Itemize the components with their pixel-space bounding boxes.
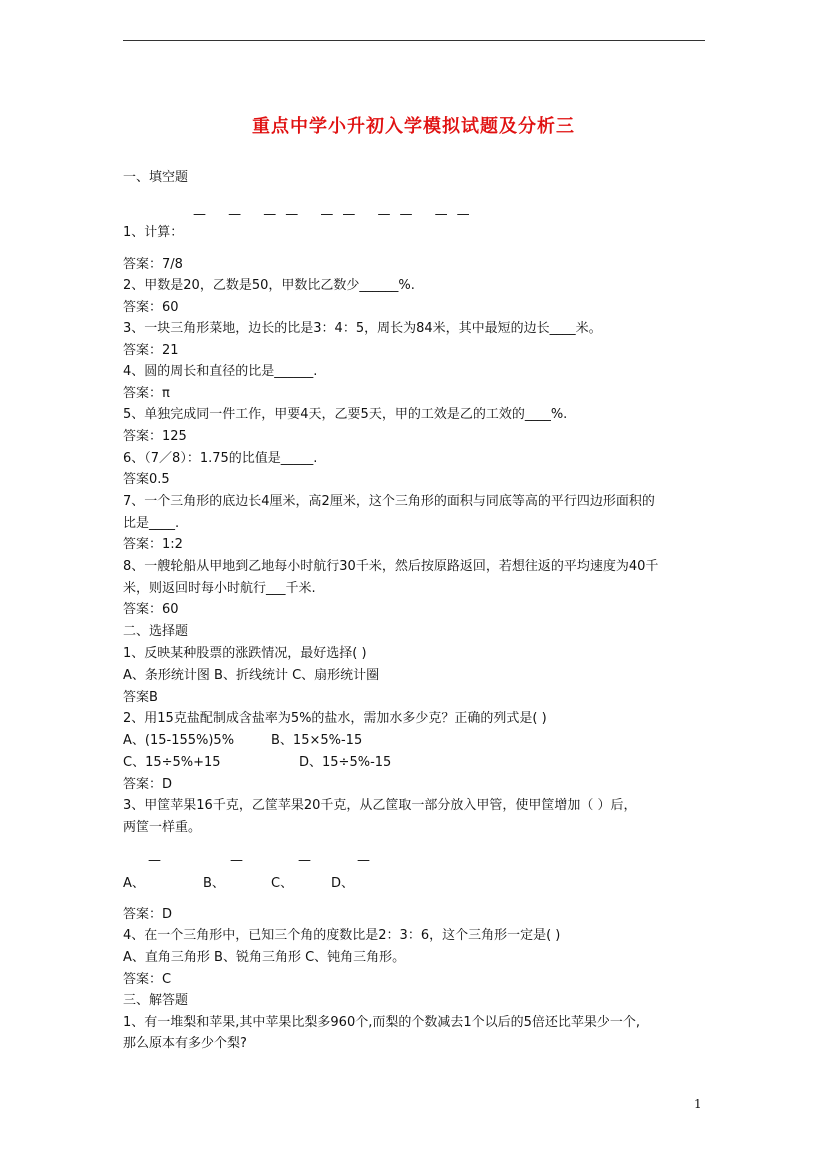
fill-q6: 6、（7／8）：1.75的比值是_____. xyxy=(123,451,318,466)
choice-q2-option-b: B、15×5%-15 xyxy=(271,733,363,748)
header-rule xyxy=(123,40,705,41)
choice-q4: 4、在一个三角形中，已知三个角的度数比是2：3：6，这个三角形一定是( ) xyxy=(123,928,561,943)
choice-a2: 答案：D xyxy=(123,777,173,792)
choice-q2: 2、用15克盐配制成含盐率为5%的盐水，需加水多少克？正确的列式是( ) xyxy=(123,711,547,726)
choice-q3-option-d: D、 xyxy=(331,876,355,891)
section-heading-fill: 一、填空题 xyxy=(123,170,189,185)
fill-a8: 答案：60 xyxy=(123,602,179,617)
fill-q5: 5、单独完成同一件工作，甲要4天，乙要5天，甲的工效是乙的工效的____%. xyxy=(123,407,568,422)
choice-q3-line2: 两筐一样重。 xyxy=(123,820,202,835)
section-heading-solve: 三、解答题 xyxy=(123,993,189,1008)
fill-a5: 答案：125 xyxy=(123,429,187,444)
fraction-bars: — — —— —— —— —— xyxy=(193,207,479,222)
fill-q8-line2: 米，则返回时每小时航行___千米. xyxy=(123,581,316,596)
fill-a3: 答案：21 xyxy=(123,343,179,358)
solve-q1-line2: 那么原本有多少个梨? xyxy=(123,1036,247,1051)
fill-q8-line1: 8、一艘轮船从甲地到乙地每小时航行30千米，然后按原路返回，若想往返的平均速度为40千 xyxy=(123,559,659,574)
fill-q4: 4、圆的周长和直径的比是______. xyxy=(123,364,318,379)
option-d-fraction-bar: — xyxy=(357,853,370,868)
choice-q3-option-b: B、 xyxy=(203,876,225,891)
option-c-fraction-bar: — xyxy=(298,853,311,868)
choice-q4-options: A、直角三角形 B、锐角三角形 C、钝角三角形。 xyxy=(123,950,406,965)
choice-q2-option-a: A、(15-155%)5% xyxy=(123,733,235,748)
choice-q3-option-a: A、 xyxy=(123,876,145,891)
fill-a6: 答案0.5 xyxy=(123,472,170,487)
option-b-fraction-bar: — xyxy=(230,853,243,868)
fill-q3: 3、一块三角形菜地，边长的比是3：4：5，周长为84米，其中最短的边长____米。 xyxy=(123,321,602,336)
fill-a2: 答案：60 xyxy=(123,300,179,315)
choice-a4: 答案：C xyxy=(123,972,172,987)
section-heading-choice: 二、选择题 xyxy=(123,624,189,639)
fill-q7-line2: 比是____. xyxy=(123,516,180,531)
fill-a7: 答案：1:2 xyxy=(123,537,183,552)
choice-a1: 答案B xyxy=(123,690,158,705)
choice-q2-option-d: D、15÷5%-15 xyxy=(299,755,392,770)
document-title: 重点中学小升初入学模拟试题及分析三 xyxy=(252,116,575,137)
choice-q1-options: A、条形统计图 B、折线统计 C、扇形统计圈 xyxy=(123,668,380,683)
solve-q1-line1: 1、有一堆梨和苹果,其中苹果比梨多960个,而梨的个数减去1个以后的5倍还比苹果少一个, xyxy=(123,1015,641,1030)
option-a-fraction-bar: — xyxy=(148,853,161,868)
fill-q7-line1: 7、一个三角形的底边长4厘米，高2厘米，这个三角形的面积与同底等高的平行四边形面积的 xyxy=(123,494,655,509)
choice-q3-option-c: C、 xyxy=(271,876,294,891)
fill-q2: 2、甲数是20，乙数是50，甲数比乙数少______%. xyxy=(123,278,415,293)
choice-q2-option-c: C、15÷5%+15 xyxy=(123,755,221,770)
fill-q1: 1、计算： xyxy=(123,225,184,240)
page-number: 1 xyxy=(694,1097,702,1111)
choice-q1: 1、反映某种股票的涨跌情况，最好选择( ) xyxy=(123,646,367,661)
fill-a4: 答案：π xyxy=(123,386,170,401)
choice-a3: 答案：D xyxy=(123,907,173,922)
choice-q3-line1: 3、甲筐苹果16千克，乙筐苹果20千克，从乙筐取一部分放入甲管，使甲筐增加（ ）后， xyxy=(123,798,637,813)
fill-a1: 答案：7/8 xyxy=(123,257,183,272)
